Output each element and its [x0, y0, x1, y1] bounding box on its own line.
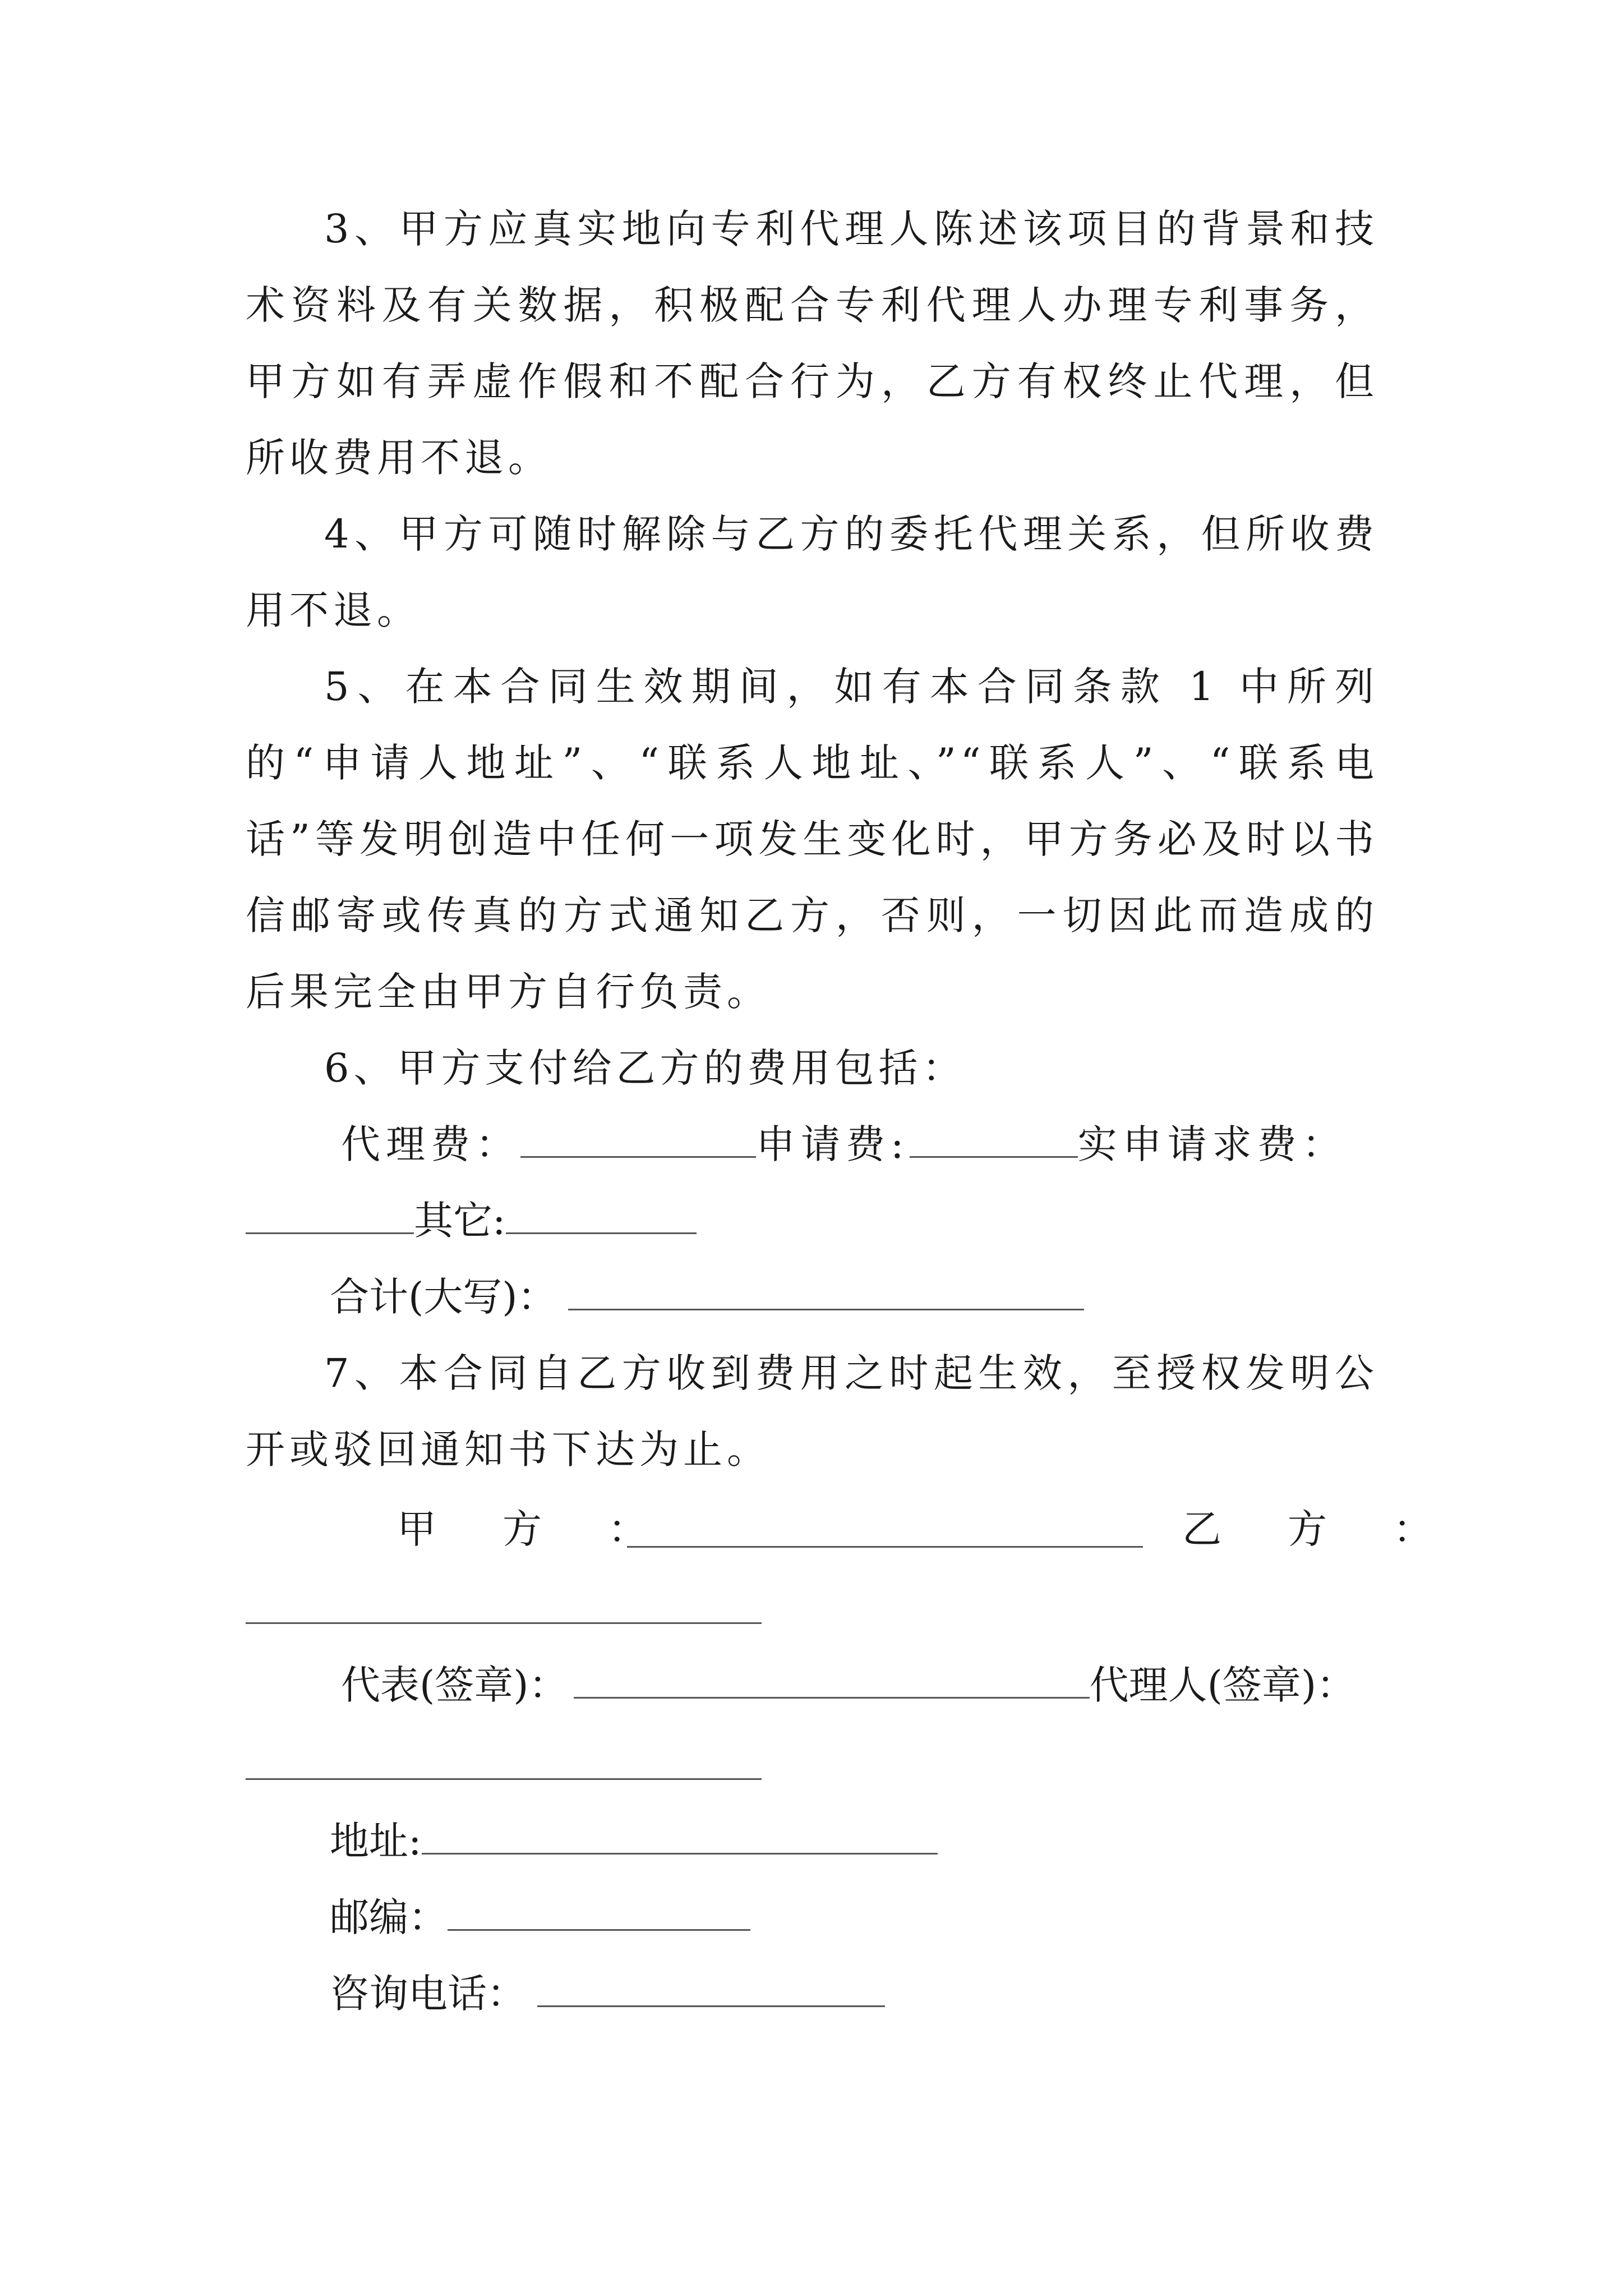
- contract-body: [246, 191, 1446, 2032]
- agent-label: 代理人(签章)：: [1089, 1662, 1356, 1708]
- clause-3: 3、甲方应真实地向专利代理人陈述该项目的背景和技术资料及有关数据，积极配合专利代理人办理专利事务，甲方如有弄虚作假和不配合行为，乙方有权终止代理，但所收费用不退。: [246, 206, 1378, 481]
- agency-fee-blank[interactable]: [520, 1112, 756, 1158]
- total-line: [246, 1259, 1378, 1335]
- agent-blank[interactable]: [246, 1734, 762, 1780]
- postcode-label: 邮编：: [330, 1894, 448, 1940]
- clause-5: 5、在本合同生效期间，如有本合同条款 1 中所列的“申请人地址”、“联系人地址、”“联系人”、“联系电话”等发明创造中任何一项发生变化时，甲方务必及时以书信邮寄或传真的方式通知乙方，否则，一切因此而造成的后果完全由甲方自行负责。: [246, 664, 1378, 1015]
- postcode-line: [246, 1879, 1378, 1955]
- other-fee-label: 其它:: [414, 1198, 506, 1244]
- clause-6: 6、甲方支付给乙方的费用包括：: [324, 1045, 966, 1091]
- postcode-blank[interactable]: [448, 1885, 750, 1931]
- phone-blank[interactable]: [537, 1962, 885, 2007]
- address-blank[interactable]: [422, 1809, 938, 1855]
- phone-line: [246, 1955, 1378, 2032]
- party-a-label: 甲 方 ：: [397, 1506, 661, 1552]
- clause-4: 4、甲方可随时解除与乙方的委托代理关系，但所收费用不退。: [246, 511, 1378, 633]
- fee-line-2: [246, 1182, 1378, 1259]
- representative-label: 代表(签章)：: [341, 1662, 568, 1708]
- party-b-blank[interactable]: [246, 1579, 762, 1624]
- application-fee-label: 申请费:: [756, 1121, 910, 1167]
- representative-blank[interactable]: [574, 1653, 1090, 1699]
- other-fee-blank[interactable]: [506, 1189, 697, 1234]
- address-label: 地址:: [330, 1818, 422, 1864]
- address-line: [246, 1803, 1378, 1879]
- phone-label: 咨询电话：: [330, 1971, 526, 2017]
- agent-line: [246, 1723, 1378, 1800]
- exam-fee-label: 实申请求费：: [1077, 1121, 1347, 1167]
- exam-fee-blank[interactable]: [246, 1189, 414, 1234]
- agency-fee-label: 代理费：: [341, 1121, 520, 1167]
- fee-line-1: [246, 1106, 1378, 1182]
- party-b-line: [246, 1567, 1378, 1644]
- application-fee-blank[interactable]: [910, 1112, 1078, 1158]
- total-label: 合计(大写)：: [330, 1274, 557, 1320]
- representative-line: [246, 1647, 1378, 1723]
- total-blank[interactable]: [568, 1265, 1084, 1310]
- party-line: [246, 1491, 1446, 1567]
- party-b-label: 乙 方 ：: [1182, 1506, 1446, 1552]
- clause-7: 7、本合同自乙方收到费用之时起生效，至授权发明公开或驳回通知书下达为止。: [246, 1350, 1378, 1473]
- party-a-blank[interactable]: [627, 1502, 1143, 1548]
